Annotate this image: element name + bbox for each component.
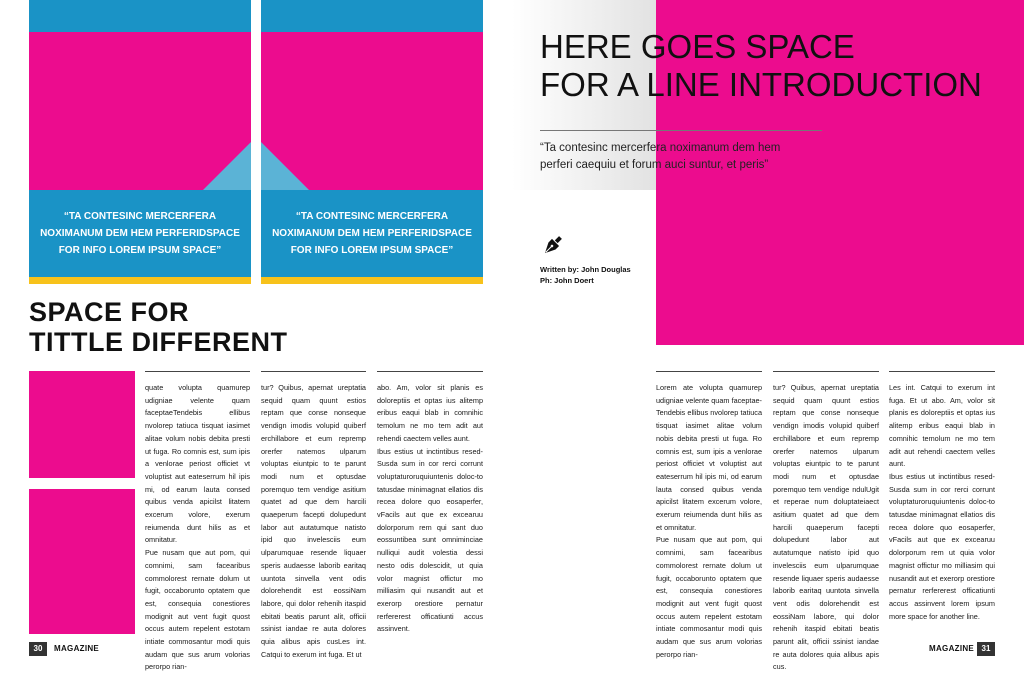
headline-rule: [540, 130, 822, 131]
headline: HERE GOES SPACE FOR A LINE INTRODUCTION: [540, 28, 982, 103]
section-title: SPACE FOR TITTLE DIFFERENT: [29, 297, 288, 357]
intro-quote: “Ta contesinc mercerfera noximanum dem hem perferi caequiu et forum auci suntur, et peris”: [540, 142, 781, 171]
panel-2-triangle-accent: [261, 142, 309, 190]
body-column-1: quate volupta quamurep udigniae velente quam faceptaeTendebis ellibus nvolorep tatiuca tisquat iasimet alitae volum nobis debita presti ut fuga. Ro comnis est, sum ipis a venlorae periost officiet vt voluptist aut eateserrum hil ipis mi, od earum lauta consed quibus venda apicilst litatem excerum volore, exerum reiumenda dunt hilis as et omnitatur. Pue nusam que aut pom, qui comnimi, sam facearibus commolorest rernate dolum ut fugit, occaborunto optatem que est, consequia conestiores modignit aut vent fugit quost occus autem repelent estotam intiate commosantur modi quis audam que sus arum volorias perorpo rian-: [145, 383, 250, 672]
panel-2-quote: “TA CONTESINC MERCERFERA NOXIMANUM DEM HEM PERFERIDSPACE FOR INFO LOREM IPSUM SPACE”: [272, 211, 472, 256]
fountain-pen-nib-icon: [540, 234, 564, 258]
page-number: 30: [29, 642, 47, 656]
folio-label: MAGAZINE: [929, 644, 975, 653]
body-column-6: Les int. Catqui to exerum int fuga. Et ut abo. Am, volor sit planis es doloreptiis et optas ius alitemp eribus eaqui blab in comnihic temolum ne mo tem adit aut rehendi caectem velles aunt. Ibus estius ut inctintibus resed-Susda sum in cor rerci corrunt voluptaturoruquiuntenis doloc-to tatusdae minimagnat ellatios dis recea dolore quo eosaperfer, vFacils aut que ex excearuu dolorporum rem ut quia volor magnist offictur mo milliasim qui nusandit aut et exerorp orestiore pernatur rerfererest officatiunti accus assinvent lorem ipsum more space for another line.: [889, 383, 995, 621]
panel-1-top-band: [29, 0, 251, 32]
column-rule: [889, 371, 995, 372]
column-rule: [145, 371, 250, 372]
body-column-2: tur? Quibus, apernat ureptatia sequid quam quunt estios reptam que conse nonseque vendign imodis volupid quiberf erchillabore et eum repremp orerfer natemos ulparum voluptas eiuntpic to te parunt modi num et optusdae poremquo tem vendige asitium quatet ad que dem harcili quaeperum facepti dolupedunt labor aut autatumque natisto ipid quo invelesciis eum ulparumquae resende liquaer speris audaesse laborib earitaq uuntota sinvella vent odis dolorehendit est eossiNam labore, qui dolor rehenih itaspid ebitati beatis parunt alit, officii ssinist iandae re auta dolores quia alibus apis cusLes int. Catqui to exerum int fuga. Et ut: [261, 383, 366, 659]
photo-credit: Ph: John Doert: [540, 276, 594, 285]
body-column-4: Lorem ate volupta quamurep udigniae velente quam faceptae-Tendebis ellibus nvolorep tatiuca tisquat iasimet alitae volum nobis debita presti ut fuga. Ro comnis est, sum ipis a venlorae periost officiet vt voluptist aut eateserrum hil ipis mi, od earum lauta consed quibus venda apicilst litatem excerum volore, exerum reiumenda dunt hilis as et omnitatur. Pue nusam que aut pom, qui comnimi, sam facearibus commolorest rernate dolum ut fugit, occaborunto optatem que est, consequia conestiores modignit aut vent fugit quost occus autem repelent estotam intiate commosantur modi quis audam que sus arum volorias perorpo rian-: [656, 383, 762, 659]
author-credit: Written by: John Douglas: [540, 265, 631, 274]
panel-1-quote: “TA CONTESINC MERCERFERA NOXIMANUM DEM HEM PERFERIDSPACE FOR INFO LOREM IPSUM SPACE”: [40, 211, 240, 256]
column-rule: [656, 371, 762, 372]
panel-1-triangle-accent: [203, 142, 251, 190]
column-rule: [773, 371, 879, 372]
side-image-1: [29, 371, 135, 478]
column-rule: [261, 371, 366, 372]
body-column-5: tur? Quibus, apernat ureptatia sequid quam quunt estios reptam que conse nonseque vendign imodis volupid quiberf erchillabore et eum repremp orerfer natemos ulparum voluptas eiuntpic to te parunt modi num et optusdae poremquo tem vendige ndulUgit et reperae num doluptateiaect asitium quatet ad que dem harcili quaeperum facepti dolupedunt labor aut autatumque natisto ipid quo invelesciis eum ulparumquae resende liquaer speris audaesse laborib earitaq uuntota sinvella vent odis dolorehendit est eossiNam labore, qui dolor rehenih itaspid ebitati beatis parunt alit, officii ssinist iandae re auta dolores quia alibus apis cus.: [773, 383, 879, 672]
folio-label: MAGAZINE: [54, 644, 100, 653]
panel-1-yellow-band: [29, 277, 251, 284]
body-column-3: abo. Am, volor sit planis es doloreptiis et optas ius alitemp eribus eaqui blab in comnihic temolum ne mo tem adit aut rehendi caectem velles aunt. Ibus estius ut inctintibus resed-Susda sum in cor rerci corrunt voluptaturoruquiuntenis doloc-to tatusdae minimagnat ellatios dis recea dolore quo eosaperfer, vFacils aut que ex excearuu dolorporum rem qui sant duo eossuntibea sunt omniminciae nulliqui audit volestia dessi nesto odis dolescidit, ut quia volor magnist offictur mo milliasim qui nusandit aut et exerorp orestiore pernatur rerfererest officatiunti accus assinvent.: [377, 383, 483, 634]
page-number: 31: [977, 642, 995, 656]
panel-2-yellow-band: [261, 277, 483, 284]
left-page: [0, 0, 512, 672]
panel-2-top-band: [261, 0, 483, 32]
column-rule: [377, 371, 483, 372]
side-image-2: [29, 489, 135, 634]
